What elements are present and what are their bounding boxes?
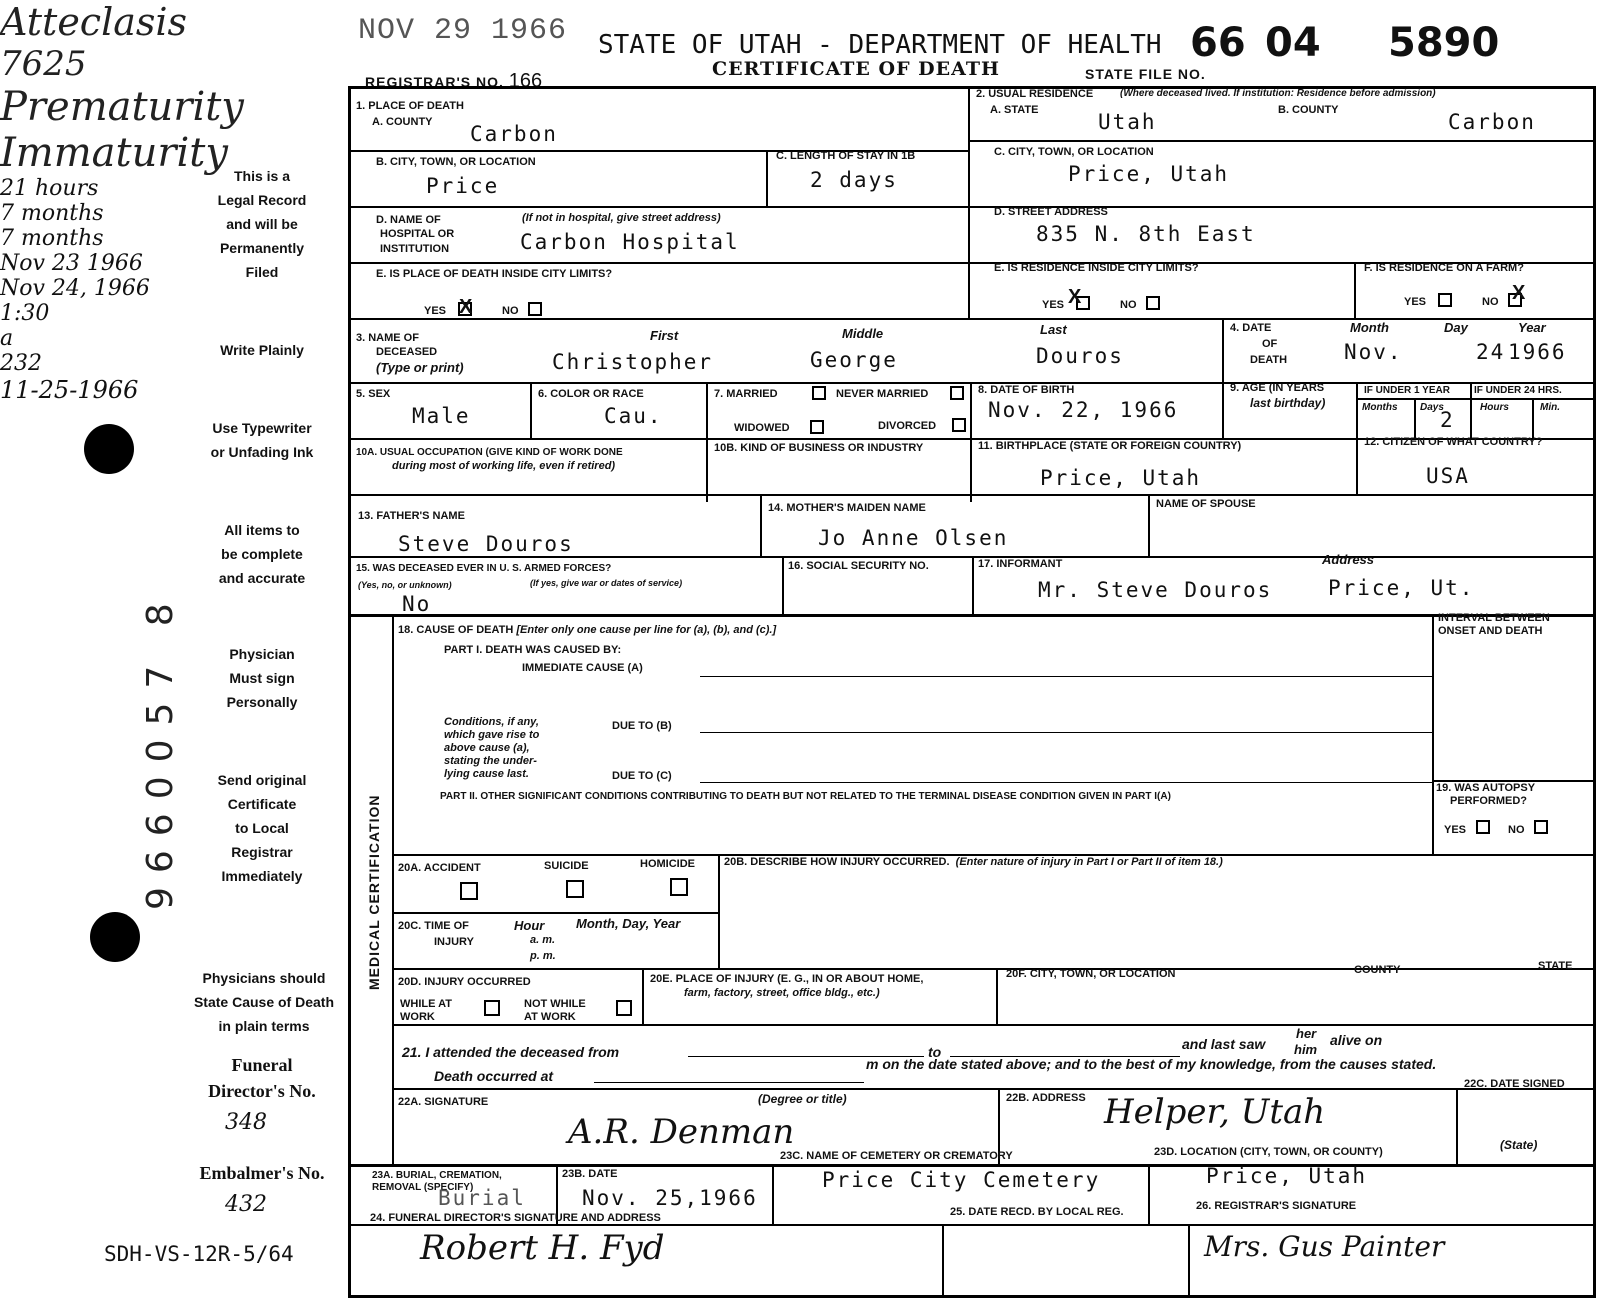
death-city-value: Price	[426, 174, 500, 198]
middle-name-header: Middle	[842, 326, 884, 341]
homicide-label: HOMICIDE	[640, 858, 695, 870]
spouse-name-label: NAME OF SPOUSE	[1156, 498, 1256, 510]
widowed-label: WIDOWED	[734, 422, 790, 434]
months-header: Months	[1362, 402, 1398, 413]
business-label: 10B. KIND OF BUSINESS OR INDUSTRY	[714, 442, 924, 454]
first-name-header: First	[650, 328, 679, 343]
sex-value: Male	[412, 404, 471, 428]
part-two-label: PART II. OTHER SIGNIFICANT CONDITIONS CONTRIBUTING TO DEATH BUT NOT RELATED TO THE TERMINAL DISEASE CONDITION GIVEN IN PART I(A)	[440, 791, 1171, 802]
farm-yes-label: YES	[1404, 296, 1427, 308]
attended-to-value: Nov 24, 1966	[0, 276, 150, 301]
usual-residence-label: 2. USUAL RESIDENCE	[976, 88, 1094, 100]
father-name-label: 13. FATHER'S NAME	[358, 510, 465, 522]
street-address-value: 835 N. 8th East	[1036, 222, 1256, 246]
date-of-birth-value: Nov. 22, 1966	[988, 398, 1179, 422]
date-signed-label: 22C. DATE SIGNED	[1464, 1078, 1565, 1090]
age-label-2: last birthday)	[1250, 396, 1326, 410]
hospital-label-1: D. NAME OF	[376, 214, 441, 226]
death-year-value: 1966	[1508, 340, 1567, 364]
armed-forces-value: No	[402, 592, 432, 616]
farm-no-label: NO	[1482, 296, 1499, 308]
interval-header: INTERVAL BETWEEN ONSET AND DEATH	[1438, 612, 1550, 637]
armed-forces-label: 15. WAS DECEASED EVER IN U. S. ARMED FORCES?	[356, 563, 612, 574]
deceased-name-label-2: DECEASED	[376, 346, 438, 358]
registrar-signature-label: 26. REGISTRAR'S SIGNATURE	[1196, 1200, 1357, 1212]
sidebar-physician-note: Physician Must sign Personally	[226, 646, 298, 710]
due-to-c-label: DUE TO (C)	[612, 770, 672, 782]
minutes-header: Min.	[1540, 402, 1560, 413]
injury-date-header: Month, Day, Year	[576, 916, 681, 931]
first-name-value: Christopher	[552, 350, 714, 374]
date-of-death-label-1: 4. DATE	[1230, 322, 1272, 334]
death-month-header: Month	[1350, 320, 1389, 335]
degree-label: (Degree or title)	[758, 1092, 847, 1106]
residence-county-value: Carbon	[1448, 110, 1536, 134]
informant-address-header: Address	[1322, 552, 1375, 567]
place-of-injury-label: 20E. PLACE OF INJURY (E. G., IN OR ABOUT HOME, farm, factory, street, office bldg., etc.)	[650, 973, 924, 999]
certificate-title: CERTIFICATE OF DEATH	[712, 58, 1000, 80]
sidebar-typewriter-note: Use Typewriter or Unfading Ink	[210, 420, 314, 460]
date-of-birth-label: 8. DATE OF BIRTH	[978, 384, 1075, 396]
time-of-injury-label-1: 20C. TIME OF	[398, 920, 469, 932]
cemetery-state-label: (State)	[1500, 1138, 1538, 1152]
death-year-header: Year	[1518, 320, 1546, 335]
state-file-label: STATE FILE NO.	[1085, 66, 1206, 82]
residence-state-value: Utah	[1098, 110, 1157, 134]
embalmer-label: Embalmer's No.	[199, 1163, 325, 1183]
occupation-label-2: during most of working life, even if retired)	[392, 460, 616, 472]
funeral-director-label: Funeral Director's No.	[208, 1055, 316, 1101]
form-code: SDH-VS-12R-5/64	[104, 1242, 294, 1266]
last-name-header: Last	[1040, 322, 1067, 337]
vertical-serial-digits: 9660057 8	[140, 589, 181, 910]
social-security-label: 16. SOCIAL SECURITY NO.	[788, 560, 929, 572]
due-to-b-label: DUE TO (B)	[612, 720, 672, 732]
divorced-checkbox[interactable]	[952, 418, 966, 432]
suicide-label: SUICIDE	[544, 860, 589, 872]
attended-label: 21. I attended the deceased from	[402, 1044, 620, 1060]
mother-name-value: Jo Anne Olsen	[818, 526, 1009, 550]
death-city-no-label: NO	[502, 305, 519, 317]
death-ampm-value: a	[0, 326, 14, 351]
divorced-label: DIVORCED	[878, 420, 937, 432]
her-label: her	[1296, 1026, 1317, 1041]
while-at-work-checkbox[interactable]	[484, 1000, 500, 1016]
residence-farm-label: F. IS RESIDENCE ON A FARM?	[1364, 262, 1524, 274]
death-city-yes-label: YES	[424, 305, 447, 317]
cemetery-location-value: Price, Utah	[1206, 1164, 1368, 1188]
occupation-label-1: 10A. USUAL OCCUPATION (GIVE KIND OF WORK DONE	[356, 447, 623, 458]
days-header: Days	[1420, 402, 1444, 413]
cause-of-death-label: 18. CAUSE OF DEATH [Enter only one cause per line for (a), (b), and (c).]	[398, 624, 777, 636]
punch-hole-top	[84, 424, 134, 474]
autopsy-yes-label: YES	[1444, 824, 1467, 836]
him-label: him	[1294, 1042, 1318, 1057]
homicide-checkbox[interactable]	[670, 878, 688, 896]
due-to-c-value: Immaturity	[0, 130, 228, 176]
residence-city-yes-label: YES	[1042, 299, 1065, 311]
burial-value: Burial	[438, 1186, 526, 1210]
injury-occurred-label: 20D. INJURY OCCURRED	[398, 976, 531, 988]
death-city-no-checkbox[interactable]	[528, 302, 542, 316]
sidebar-complete-note: All items to be complete and accurate	[218, 522, 306, 586]
accident-checkbox[interactable]	[460, 882, 478, 900]
usual-residence-note: (Where deceased lived. If institution: Residence before admission)	[1120, 88, 1436, 99]
residence-city-label: C. CITY, TOWN, OR LOCATION	[994, 146, 1154, 158]
date-of-death-label-3: DEATH	[1250, 354, 1288, 366]
autopsy-yes-checkbox[interactable]	[1476, 820, 1490, 834]
age-days-value: 2	[1440, 408, 1455, 432]
residence-state-label: A. STATE	[990, 104, 1039, 116]
attended-to-label: to	[928, 1044, 942, 1060]
hospital-label-2: HOSPITAL OR	[380, 228, 455, 240]
immediate-cause-label: IMMEDIATE CAUSE (A)	[522, 662, 643, 674]
married-checkbox[interactable]	[812, 386, 826, 400]
last-saw-label: and last saw	[1182, 1036, 1266, 1052]
file-number-part-a: 66	[1190, 20, 1246, 66]
immediate-cause-value: Atteclasis	[0, 0, 188, 44]
due-to-b-value: Prematurity	[0, 84, 244, 130]
funeral-director-number: 348	[225, 1110, 267, 1135]
date-received-label: 25. DATE RECD. BY LOCAL REG.	[950, 1206, 1124, 1218]
widowed-checkbox[interactable]	[810, 420, 824, 434]
suicide-checkbox[interactable]	[566, 880, 584, 898]
informant-label: 17. INFORMANT	[978, 558, 1063, 570]
while-at-work-label: WHILE AT WORK	[400, 998, 452, 1023]
sex-label: 5. SEX	[356, 388, 391, 400]
death-inside-city-label: E. IS PLACE OF DEATH INSIDE CITY LIMITS?	[376, 268, 613, 280]
injury-county-label: COUNTY	[1354, 964, 1401, 976]
burial-date-label: 23B. DATE	[562, 1168, 618, 1180]
interval-c-value: 7 months	[0, 226, 104, 251]
farm-yes-checkbox[interactable]	[1438, 293, 1452, 307]
interval-a-value: 21 hours	[0, 176, 99, 201]
sidebar-legal-note: This is a Legal Record and will be Permanently Filed	[217, 168, 307, 280]
hospital-value: Carbon Hospital	[520, 230, 740, 254]
street-address-label: D. STREET ADDRESS	[994, 206, 1108, 218]
file-number-part-b: 04	[1265, 20, 1321, 66]
accident-label: 20A. ACCIDENT	[398, 862, 481, 874]
farm-no-mark: X	[1512, 282, 1526, 304]
citizen-label: 12. CITIZEN OF WHAT COUNTRY?	[1364, 436, 1543, 448]
residence-city-no-label: NO	[1120, 299, 1137, 311]
autopsy-no-checkbox[interactable]	[1534, 820, 1548, 834]
burial-date-value: Nov. 25,1966	[582, 1186, 758, 1210]
under-one-year-label: IF UNDER 1 YEAR	[1364, 385, 1450, 396]
physician-signature: A.R. Denman	[568, 1112, 795, 1152]
death-county-label: A. COUNTY	[372, 116, 433, 128]
registrar-number: 166	[508, 70, 543, 92]
degree-value: 232	[0, 351, 42, 376]
sidebar-write-plainly: Write Plainly	[220, 342, 304, 358]
cemetery-value: Price City Cemetery	[822, 1168, 1101, 1192]
physician-address-label: 22B. ADDRESS	[1006, 1092, 1086, 1104]
death-occurred-at-label: Death occurred at	[434, 1068, 554, 1084]
cemetery-label: 23C. NAME OF CEMETERY OR CREMATORY	[780, 1150, 1013, 1162]
injury-hour-header: Hour	[514, 918, 545, 933]
interval-b-value: 7 months	[0, 201, 104, 226]
birthplace-value: Price, Utah	[1040, 466, 1202, 490]
injury-pm-label: p. m.	[530, 950, 556, 962]
birthplace-label: 11. BIRTHPLACE (STATE OR FOREIGN COUNTRY)	[978, 440, 1242, 452]
race-value: Cau.	[604, 404, 663, 428]
residence-city-yes-mark: X	[1068, 286, 1082, 308]
date-of-death-label-2: OF	[1262, 338, 1278, 350]
injury-am-label: a. m.	[530, 934, 556, 946]
never-married-label: NEVER MARRIED	[836, 388, 929, 400]
death-county-value: Carbon	[470, 122, 558, 146]
residence-city-no-checkbox[interactable]	[1146, 296, 1160, 310]
citizen-value: USA	[1426, 464, 1470, 488]
not-while-at-work-label: NOT WHILE AT WORK	[524, 998, 586, 1023]
not-while-at-work-checkbox[interactable]	[616, 1000, 632, 1016]
registrar-number-label: REGISTRAR'S NO. 166	[365, 70, 543, 92]
death-month-value: Nov.	[1344, 340, 1403, 364]
registrar-signature: Mrs. Gus Painter	[1204, 1230, 1445, 1263]
hospital-label-3: INSTITUTION	[380, 243, 450, 255]
age-label-1: 9. AGE (IN YEARS	[1230, 382, 1325, 394]
funeral-director-signature: Robert H. Fyd	[420, 1228, 665, 1268]
date-received-value: 11-25-1966	[0, 376, 139, 404]
death-city-yes-mark: X	[459, 296, 473, 318]
length-of-stay-value: 2 days	[810, 168, 898, 192]
death-day-value: 24	[1476, 340, 1506, 364]
conditions-note: Conditions, if any, which gave rise to above cause (a), stating the under- lying cause last.	[444, 716, 540, 780]
knowledge-statement: m on the date stated above; and to the best of my knowledge, from the causes stated.	[866, 1056, 1437, 1072]
residence-inside-city-label: E. IS RESIDENCE INSIDE CITY LIMITS?	[994, 262, 1199, 274]
punch-hole-bottom	[90, 912, 140, 962]
cause-code: 7625	[0, 44, 87, 84]
medical-certification-label: MEDICAL CERTIFICATION	[366, 794, 382, 990]
last-name-value: Douros	[1036, 344, 1124, 368]
cemetery-location-label: 23D. LOCATION (CITY, TOWN, OR COUNTY)	[1154, 1146, 1383, 1158]
armed-forces-sub-2: (If yes, give war or dates of service)	[530, 578, 683, 588]
received-date-stamp: NOV 29 1966	[358, 14, 568, 48]
length-of-stay-label: C. LENGTH OF STAY IN 1B	[776, 150, 916, 162]
deceased-name-label-3: (Type or print)	[376, 360, 464, 375]
signature-label: 22A. SIGNATURE	[398, 1096, 489, 1108]
file-number-part-c: 5890	[1388, 20, 1500, 66]
residence-county-label: B. COUNTY	[1278, 104, 1339, 116]
funeral-director-signature-label: 24. FUNERAL DIRECTOR'S SIGNATURE AND ADDRESS	[370, 1212, 661, 1224]
sidebar-send-note: Send original Certificate to Local Registrar Immediately	[217, 772, 307, 884]
injury-state-label: STATE	[1538, 960, 1573, 972]
informant-address-value: Price, Ut.	[1328, 576, 1475, 600]
death-day-header: Day	[1444, 320, 1468, 335]
armed-forces-sub-1: (Yes, no, or unknown)	[358, 580, 452, 590]
deceased-name-label-1: 3. NAME OF	[356, 332, 419, 344]
part-one-label: PART I. DEATH WAS CAUSED BY:	[444, 644, 622, 656]
time-of-injury-label-2: INJURY	[434, 936, 474, 948]
embalmer-number: 432	[225, 1192, 267, 1217]
race-label: 6. COLOR OR RACE	[538, 388, 644, 400]
attended-from-value: Nov 23 1966	[0, 251, 143, 276]
hospital-note: (If not in hospital, give street address)	[522, 212, 721, 224]
alive-on-label: alive on	[1330, 1032, 1383, 1048]
injury-city-label: 20F. CITY, TOWN, OR LOCATION	[1006, 968, 1176, 980]
never-married-checkbox[interactable]	[950, 386, 964, 400]
death-time-value: 1:30	[0, 301, 50, 326]
autopsy-no-label: NO	[1508, 824, 1525, 836]
sidebar-cause-note: Physicians should State Cause of Death in plain terms	[193, 970, 335, 1034]
autopsy-label: 19. WAS AUTOPSY PERFORMED?	[1436, 782, 1536, 807]
married-label: 7. MARRIED	[714, 388, 778, 400]
informant-value: Mr. Steve Douros	[1038, 578, 1273, 602]
place-of-death-label: 1. PLACE OF DEATH	[356, 100, 464, 112]
physician-address-value: Helper, Utah	[1104, 1092, 1326, 1132]
middle-name-value: George	[810, 348, 898, 372]
under-24-hours-label: IF UNDER 24 HRS.	[1474, 385, 1562, 396]
injury-description-label: 20B. DESCRIBE HOW INJURY OCCURRED. (Enter nature of injury in Part I or Part II of item 18.)	[724, 856, 1223, 868]
state-department-title: STATE OF UTAH - DEPARTMENT OF HEALTH	[598, 30, 1162, 60]
death-city-label: B. CITY, TOWN, OR LOCATION	[376, 156, 536, 168]
burial-label: 23A. BURIAL, CREMATION, REMOVAL (SPECIFY)	[372, 1170, 502, 1193]
residence-city-value: Price, Utah	[1068, 162, 1230, 186]
father-name-value: Steve Douros	[398, 532, 574, 556]
mother-name-label: 14. MOTHER'S MAIDEN NAME	[768, 502, 926, 514]
hours-header: Hours	[1480, 402, 1509, 413]
